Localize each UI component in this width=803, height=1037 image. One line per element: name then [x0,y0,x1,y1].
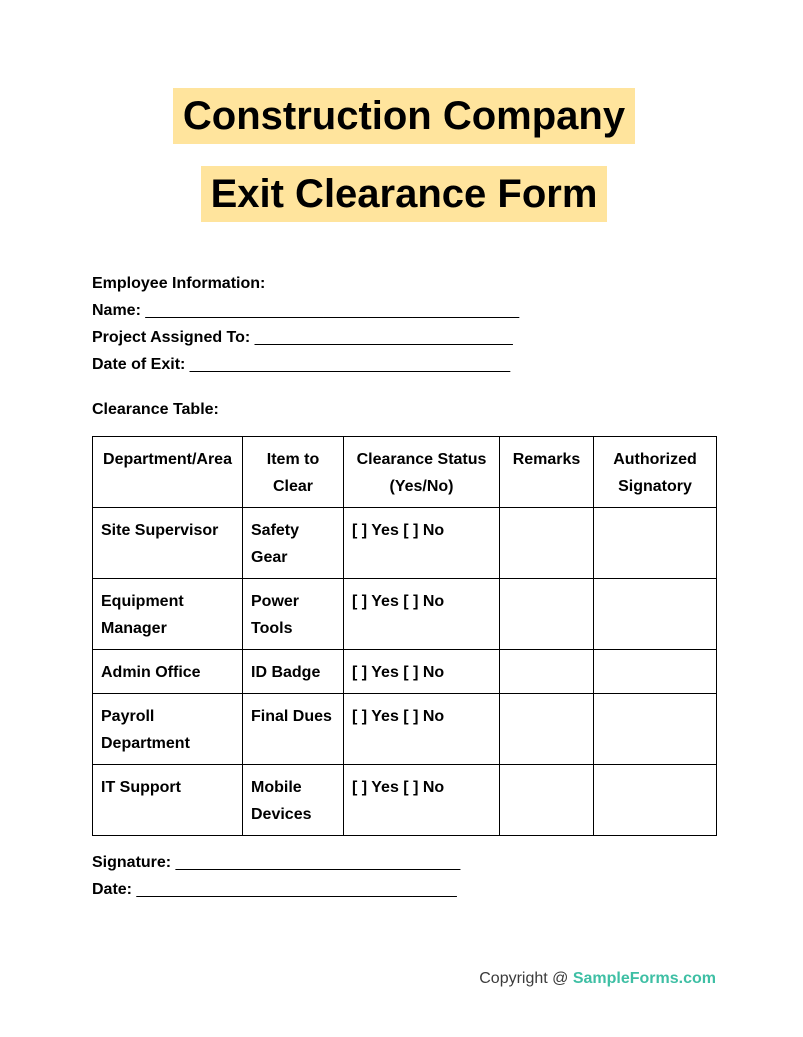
cell-clearance-status: [ ] Yes [ ] No [344,650,500,694]
cell-remarks [500,694,594,765]
cell-remarks [500,579,594,650]
name-label: Name: [92,302,141,319]
cell-clearance-status: [ ] Yes [ ] No [344,579,500,650]
cell-item: Mobile Devices [243,765,344,836]
table-row [93,694,717,765]
signature-label: Signature: [92,854,172,871]
title-line-2-wrap [92,166,716,222]
cell-item: Power Tools [243,579,344,650]
table-row [93,579,717,650]
date-label: Date: [92,881,133,898]
cell-department: Site Supervisor [93,508,243,579]
cell-remarks [500,650,594,694]
table-row [93,508,717,579]
cell-remarks [500,508,594,579]
date-of-exit-label: Date of Exit: [92,356,186,373]
cell-signatory [594,650,717,694]
document-title-line-2: Exit Clearance Form [201,166,608,222]
clearance-table-heading: Clearance Table: [92,401,219,418]
header-clearance-status: Clearance Status (Yes/No) [344,437,500,508]
name-field [92,297,716,324]
header-authorized-signatory: Authorized Signatory [594,437,717,508]
cell-signatory [594,508,717,579]
table-header-row [93,437,717,508]
table-row [93,650,717,694]
footer [479,966,716,992]
cell-department: IT Support [93,765,243,836]
cell-department: Payroll Department [93,694,243,765]
name-blank-line: __________________________________________ [145,302,520,319]
cell-clearance-status: [ ] Yes [ ] No [344,694,500,765]
cell-signatory [594,694,717,765]
project-assigned-blank-line: _____________________________ [254,329,513,346]
cell-clearance-status: [ ] Yes [ ] No [344,765,500,836]
project-assigned-label: Project Assigned To: [92,329,251,346]
signature-blank-line: ________________________________ [175,854,461,871]
document-title-block [92,88,716,222]
cell-signatory [594,765,717,836]
signoff-section [92,849,716,903]
date-blank-line: ____________________________________ [136,881,457,898]
date-of-exit-field [92,351,716,378]
cell-remarks [500,765,594,836]
cell-item: Final Dues [243,694,344,765]
header-item-to-clear: Item to Clear [243,437,344,508]
table-row [93,765,717,836]
sampleforms-link[interactable]: SampleForms.com [572,970,716,987]
date-field [92,876,716,903]
employee-info-section [92,270,716,378]
cell-department: Admin Office [93,650,243,694]
date-of-exit-blank-line: ____________________________________ [189,356,511,373]
cell-clearance-status: [ ] Yes [ ] No [344,508,500,579]
signature-field [92,849,716,876]
project-assigned-field [92,324,716,351]
header-department-area: Department/Area [93,437,243,508]
copyright-text: Copyright @ [479,970,573,987]
title-line-1-wrap [92,88,716,144]
cell-department: Equipment Manager [93,579,243,650]
document-title-line-1: Construction Company [173,88,635,144]
cell-signatory [594,579,717,650]
cell-item: ID Badge [243,650,344,694]
cell-item: Safety Gear [243,508,344,579]
clearance-table [92,436,717,836]
employee-info-heading: Employee Information: [92,275,266,292]
header-remarks: Remarks [500,437,594,508]
